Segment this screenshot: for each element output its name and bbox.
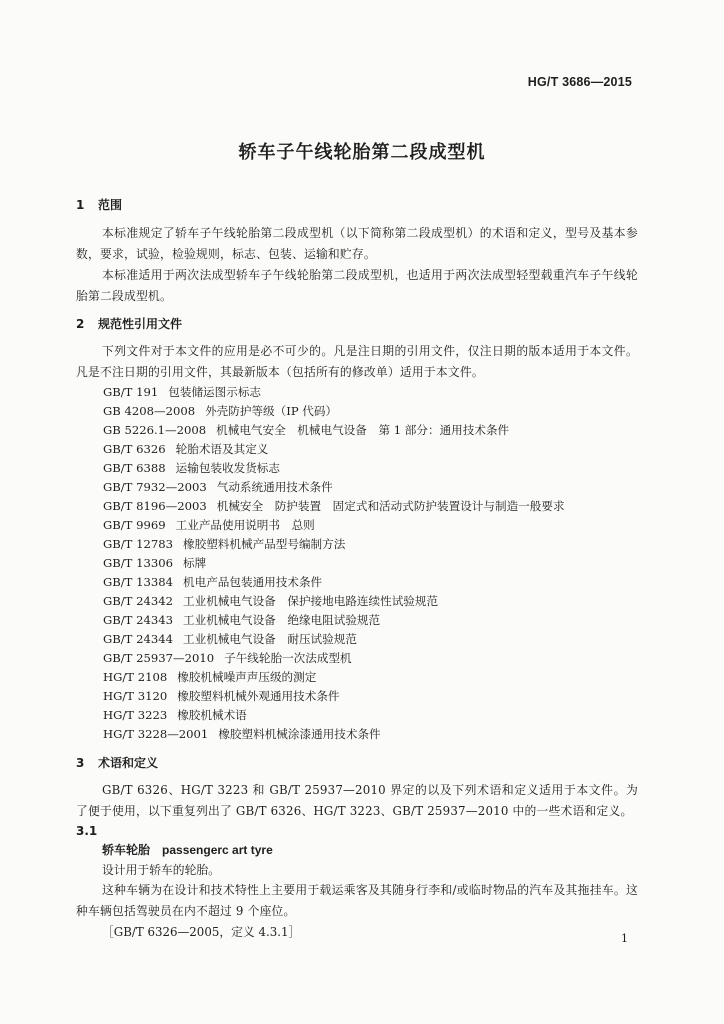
reference-item: GB/T 24343 工业机械电气设备 绝缘电阻试验规范 — [103, 613, 381, 627]
section-number: 2 — [76, 317, 85, 331]
section-number: 3 — [76, 756, 85, 770]
reference-item: GB/T 24342 工业机械电气设备 保护接地电路连续性试验规范 — [103, 594, 439, 608]
section-1-heading — [76, 196, 638, 214]
section-3-heading — [76, 754, 638, 772]
reference-item: GB/T 6326 轮胎术语及其定义 — [103, 442, 269, 456]
term-english: passengerc art tyre — [162, 843, 273, 857]
reference-item: GB/T 13384 机电产品包装通用技术条件 — [103, 575, 323, 589]
reference-item: GB/T 8196—2003 机械安全 防护装置 固定式和活动式防护装置设计与制造一般要求 — [103, 499, 565, 513]
term-chinese: 轿车轮胎 — [102, 843, 151, 857]
term-note: 这种车辆为在设计和技术特性上主要用于载运乘客及其随身行李和/或临时物品的汽车及其拖挂车。这种车辆包括驾驶员在内不超过 9 个座位。 — [76, 883, 638, 918]
standard-code: HG/T 3686—2015 — [527, 75, 632, 89]
section-title: 术语和定义 — [98, 756, 159, 770]
terms-intro: GB/T 6326、HG/T 3223 和 GB/T 25937—2010 界定的以及下列术语和定义适用于本文件。为了便于使用，以下重复列出了 GB/T 6326、HG/T 3223、GB/T 25937—2010 中的一些术语和定义。 — [76, 783, 638, 818]
reference-item: GB/T 6388 运输包装收发货标志 — [103, 461, 280, 475]
subsection-number: 3.1 — [76, 824, 98, 838]
reference-item: GB/T 9969 工业产品使用说明书 总则 — [103, 518, 315, 532]
reference-item: GB/T 25937—2010 子午线轮胎一次法成型机 — [103, 651, 352, 665]
page-number: 1 — [621, 932, 628, 945]
reference-item: HG/T 3223 橡胶机械术语 — [103, 708, 247, 722]
section-2-heading — [76, 315, 638, 333]
reference-item: HG/T 2108 橡胶机械噪声声压级的测定 — [103, 670, 317, 684]
reference-item: HG/T 3120 橡胶塑料机械外观通用技术条件 — [103, 689, 340, 703]
reference-item: GB/T 13306 标牌 — [103, 556, 207, 570]
section-title: 范围 — [98, 198, 123, 212]
reference-item: GB/T 191 包装储运图示标志 — [103, 385, 262, 399]
scope-paragraph: 本标准适用于两次法成型轿车子午线轮胎第二段成型机，也适用于两次法成型轻型载重汽车子午线轮胎第二段成型机。 — [76, 268, 638, 303]
term-definition: 设计用于轿车的轮胎。 — [102, 863, 220, 877]
reference-item: GB 4208—2008 外壳防护等级（IP 代码） — [103, 404, 338, 418]
document-body — [76, 196, 638, 942]
reference-item: HG/T 3228—2001 橡胶塑料机械涂漆通用技术条件 — [103, 727, 381, 741]
reference-item: GB/T 24344 工业机械电气设备 耐压试验规范 — [103, 632, 357, 646]
term-entry — [76, 840, 638, 860]
reference-list — [76, 383, 638, 744]
term-source: ［GB/T 6326—2005，定义 4.3.1］ — [102, 925, 301, 939]
references-intro: 下列文件对于本文件的应用是必不可少的。凡是注日期的引用文件，仅注日期的版本适用于本文件。凡是不注日期的引用文件，其最新版本（包括所有的修改单）适用于本文件。 — [76, 344, 638, 379]
section-title: 规范性引用文件 — [98, 317, 183, 331]
section-number: 1 — [76, 198, 85, 212]
reference-item: GB 5226.1—2008 机械电气安全 机械电气设备 第 1 部分：通用技术条件 — [103, 423, 510, 437]
document-title: 轿车子午线轮胎第二段成型机 — [238, 142, 486, 163]
scope-paragraph: 本标准规定了轿车子午线轮胎第二段成型机（以下简称第二段成型机）的术语和定义，型号及基本参数，要求，试验，检验规则，标志、包装、运输和贮存。 — [76, 226, 638, 261]
reference-item: GB/T 7932—2003 气动系统通用技术条件 — [103, 480, 333, 494]
reference-item: GB/T 12783 橡胶塑料机械产品型号编制方法 — [103, 537, 346, 551]
